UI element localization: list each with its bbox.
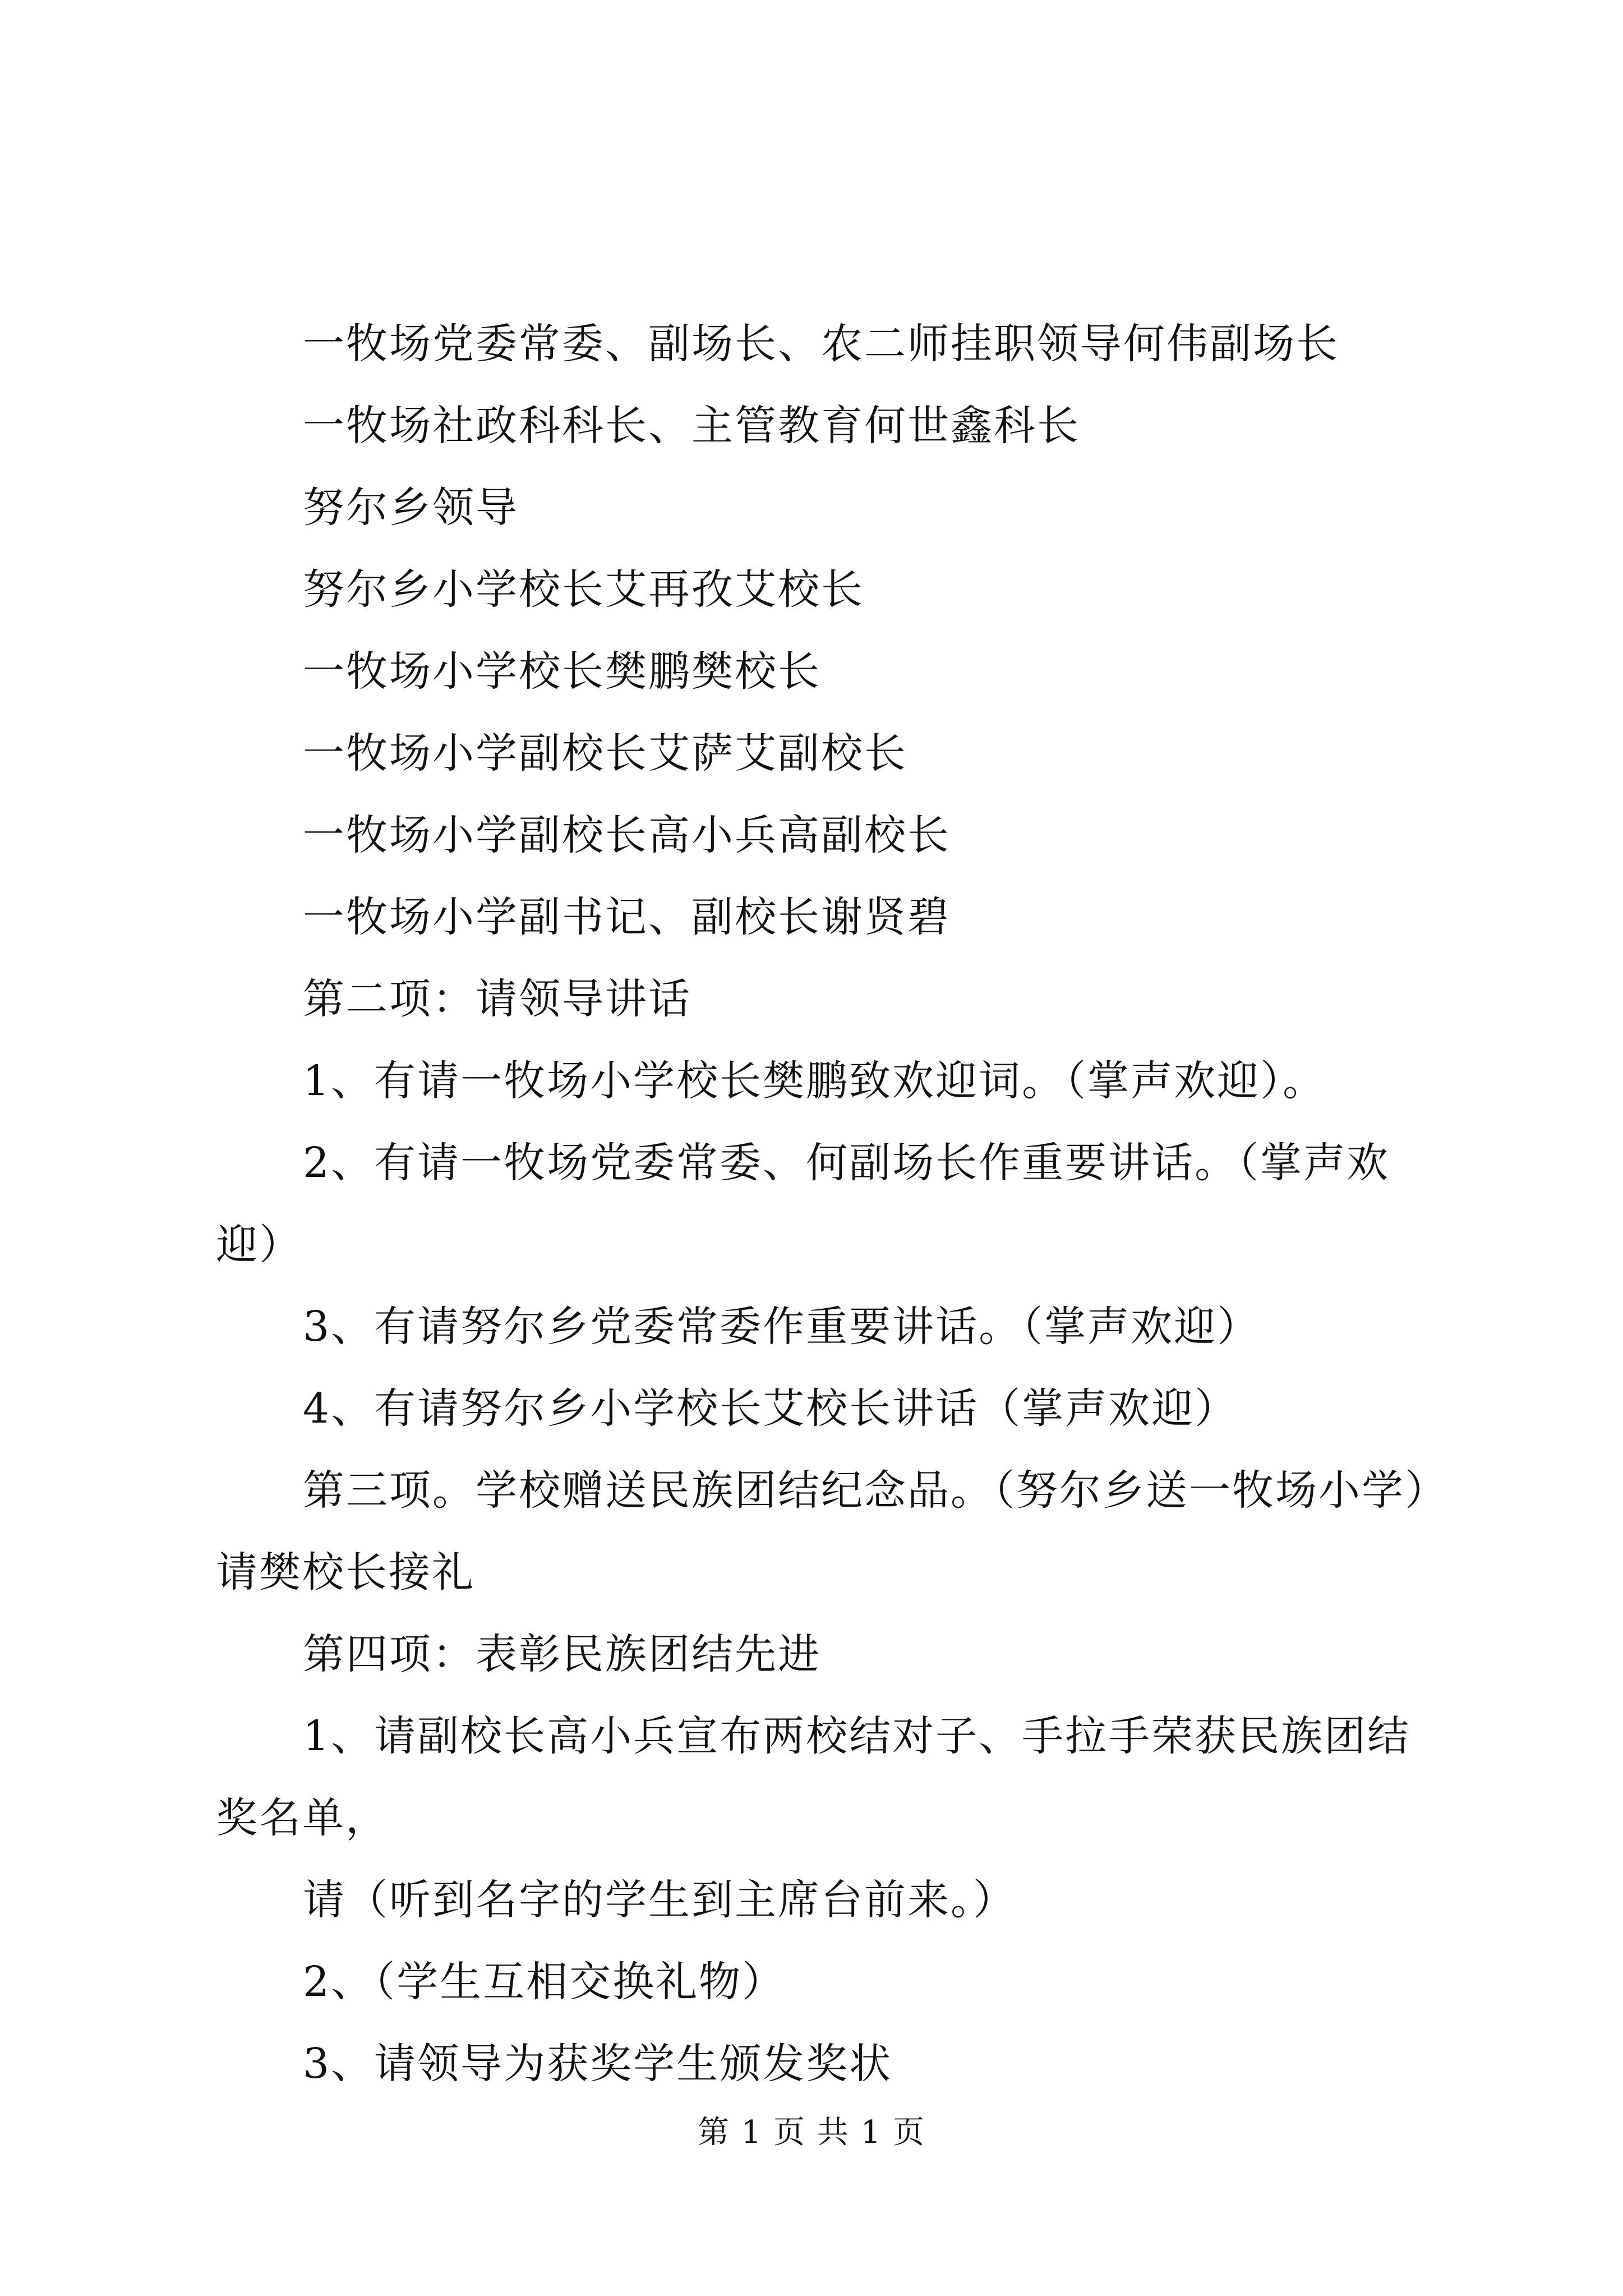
paragraph: 一牧场社政科科长、主管教育何世鑫科长 [303, 402, 1080, 450]
paragraph: 努尔乡领导 [303, 484, 519, 532]
paragraph: 一牧场党委常委、副场长、农二师挂职领导何伟副场长 [303, 320, 1339, 368]
paragraph: 一牧场小学校长樊鹏樊校长 [303, 647, 821, 696]
page-footer: 第 1 页 共 1 页 [697, 2114, 926, 2151]
paragraph: 请（听到名字的学生到主席台前来。） [303, 1876, 1016, 1924]
paragraph: 努尔乡小学校长艾再孜艾校长 [303, 565, 864, 614]
section-heading: 第二项：请领导讲话 [303, 975, 691, 1023]
paragraph: 3、请领导为获奖学生颁发奖状 [303, 2040, 893, 2088]
paragraph: 一牧场小学副校长高小兵高副校长 [303, 811, 951, 859]
paragraph: 一牧场小学副校长艾萨艾副校长 [303, 729, 907, 777]
paragraph: 2、（学生互相交换礼物） [303, 1958, 786, 2006]
section-heading: 第四项：表彰民族团结先进 [303, 1630, 821, 1678]
paragraph: 1、有请一牧场小学校长樊鹏致欢迎词。（掌声欢迎）。 [303, 1057, 1326, 1105]
paragraph: 1、请副校长高小兵宣布两校结对子、手拉手荣获民族团结奖名单， [216, 1712, 1411, 1842]
document-body [216, 303, 1444, 2105]
paragraph: 2、有请一牧场党委常委、何副场长作重要讲话。（掌声欢迎） [216, 1139, 1390, 1269]
paragraph: 4、有请努尔乡小学校长艾校长讲话（掌声欢迎） [303, 1384, 1238, 1433]
section-heading: 第三项。学校赠送民族团结纪念品。（努尔乡送一牧场小学）请樊校长接礼 [216, 1466, 1427, 1596]
paragraph: 一牧场小学副书记、副校长谢贤碧 [303, 893, 951, 941]
paragraph: 3、有请努尔乡党委常委作重要讲话。（掌声欢迎） [303, 1303, 1261, 1351]
